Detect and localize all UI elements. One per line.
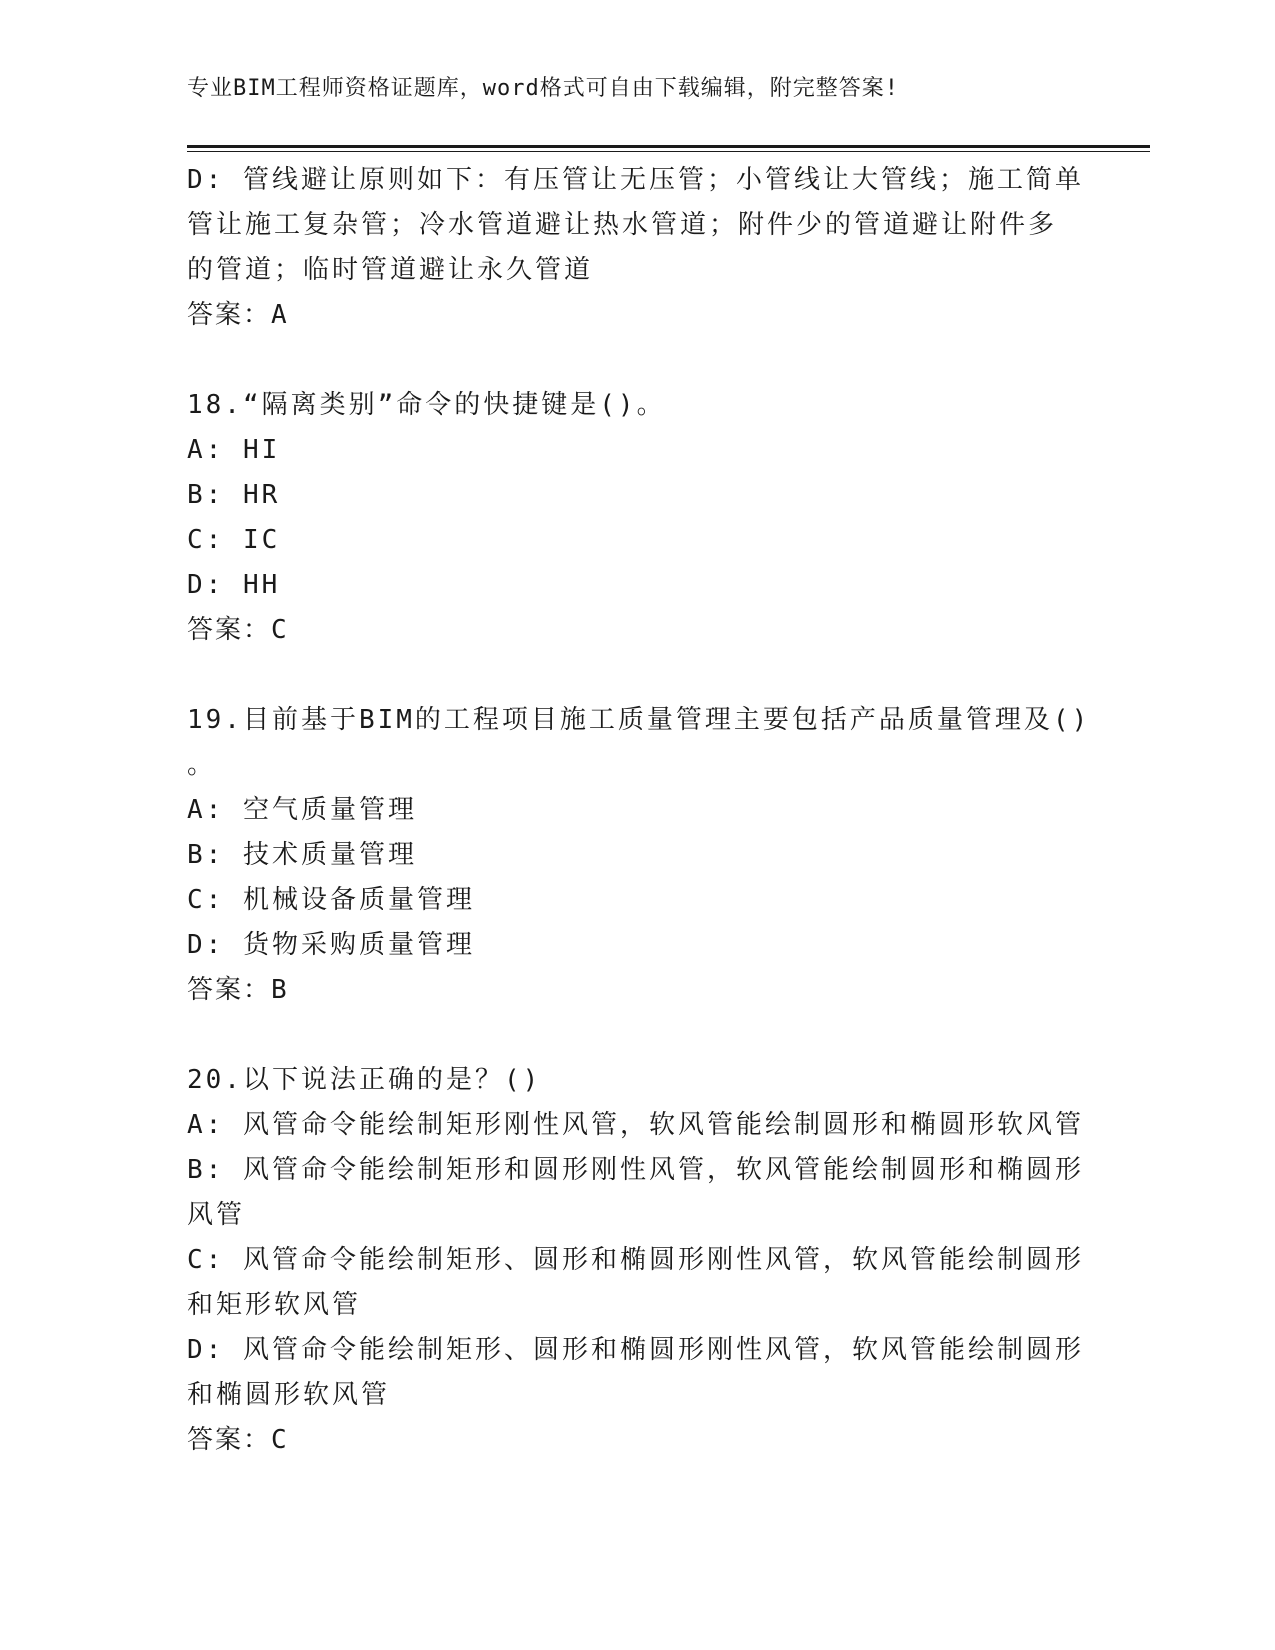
answer-line: 答案：A [187,300,289,330]
option-b: B: 风管命令能绘制矩形和圆形刚性风管，软风管能绘制圆形和椭圆形 [187,1155,1084,1185]
page-header: 专业BIM工程师资格证题库，word格式可自由下载编辑，附完整答案! [187,76,899,101]
question-stem: 18.“隔离类别”命令的快捷键是()。 [187,390,666,420]
option-b: B: HR [187,480,281,510]
answer-line: 答案：C [187,615,289,645]
option-d: D: HH [187,570,281,600]
option-b-continuation: 风管 [187,1200,246,1230]
option-line: D: 管线避让原则如下：有压管让无压管；小管线让大管线；施工简单 [187,165,1084,195]
option-a: A: 空气质量管理 [187,795,417,825]
option-a: A: HI [187,435,281,465]
option-a: A: 风管命令能绘制矩形刚性风管，软风管能绘制圆形和椭圆形软风管 [187,1110,1084,1140]
option-line: 管让施工复杂管；冷水管道避让热水管道；附件少的管道避让附件多 [187,210,1058,240]
document-body [187,158,1091,1463]
option-c: C: 风管命令能绘制矩形、圆形和椭圆形刚性风管，软风管能绘制圆形 [187,1245,1084,1275]
answer-line: 答案：B [187,975,289,1005]
option-b: B: 技术质量管理 [187,840,417,870]
option-d-continuation: 和椭圆形软风管 [187,1380,391,1410]
option-line: 的管道；临时管道避让永久管道 [187,255,594,285]
question-stem-continuation: 。 [187,750,217,780]
question-stem: 19.目前基于BIM的工程项目施工质量管理主要包括产品质量管理及() [187,705,1091,735]
option-d: D: 货物采购质量管理 [187,930,475,960]
option-c: C: IC [187,525,281,555]
option-c-continuation: 和矩形软风管 [187,1290,362,1320]
question-stem: 20.以下说法正确的是？() [187,1065,542,1095]
option-d: D: 风管命令能绘制矩形、圆形和椭圆形刚性风管，软风管能绘制圆形 [187,1335,1084,1365]
header-rule-thin [187,151,1150,152]
answer-line: 答案：C [187,1425,289,1455]
option-c: C: 机械设备质量管理 [187,885,475,915]
header-rule-thick [187,145,1150,148]
